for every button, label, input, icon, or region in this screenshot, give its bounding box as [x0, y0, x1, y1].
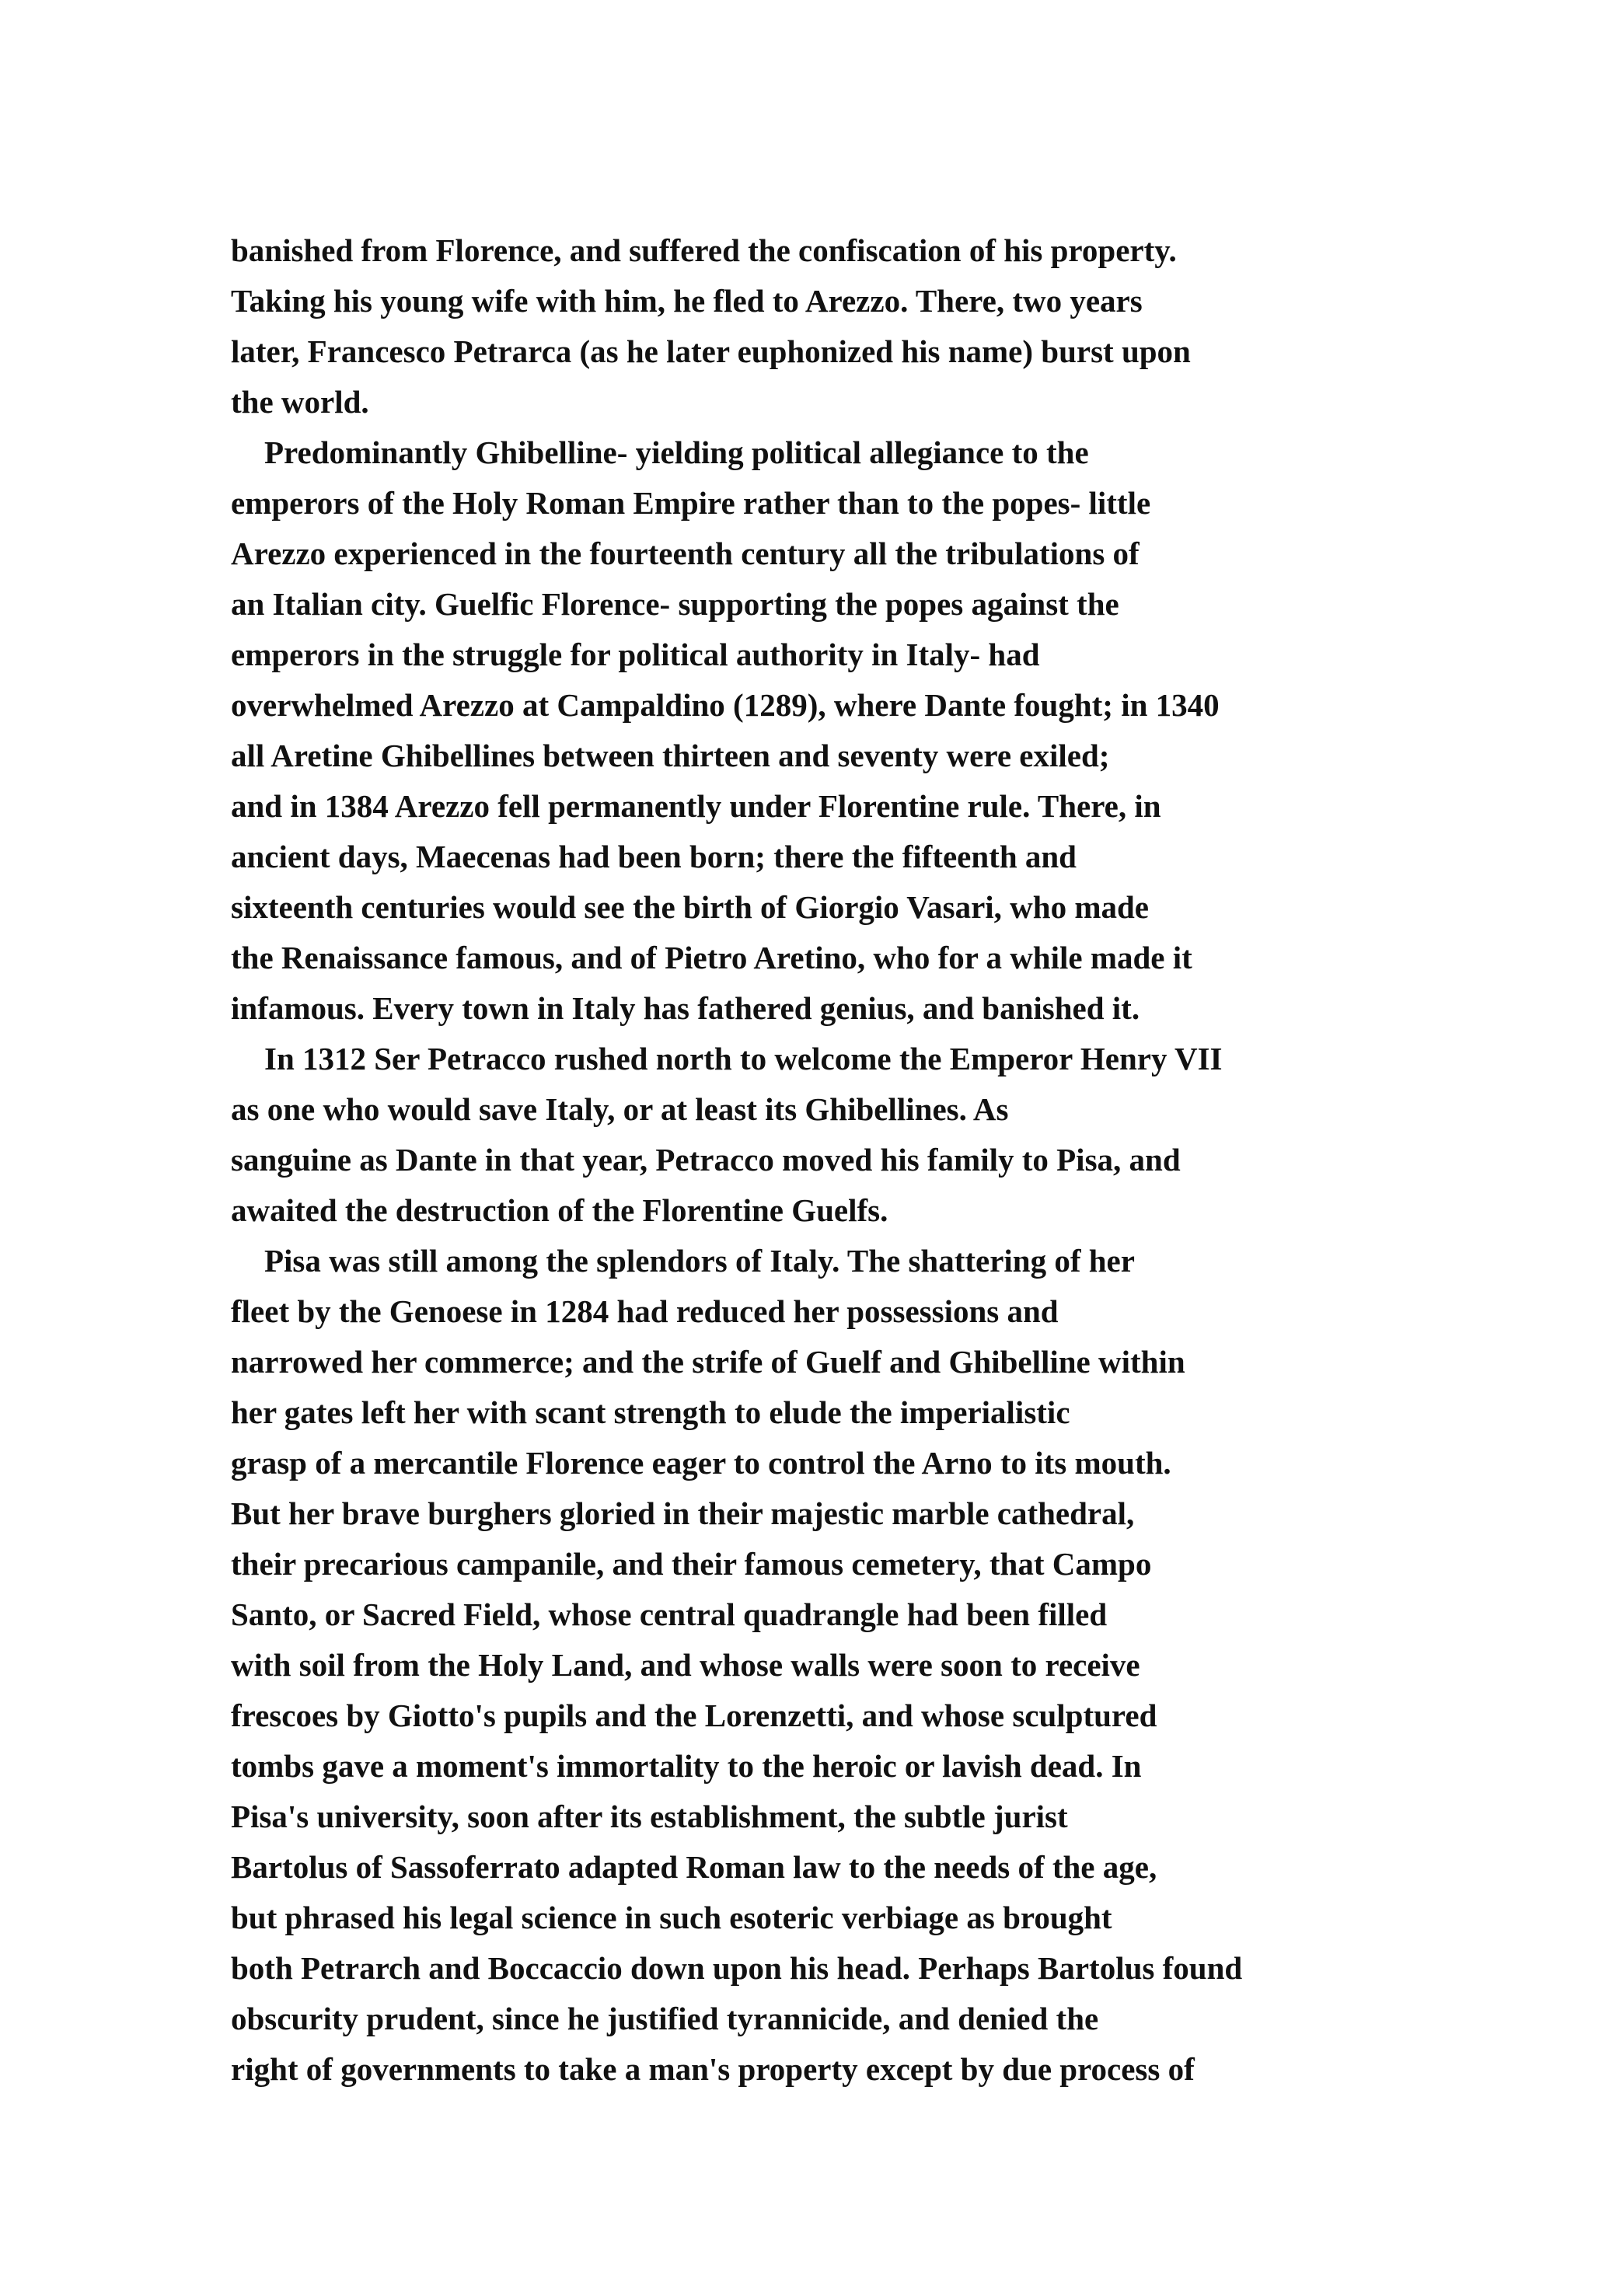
text-line: Taking his young wife with him, he fled to Arezzo. There, two years	[231, 283, 1143, 319]
text-line: Pisa's university, soon after its establishment, the subtle jurist	[231, 1799, 1068, 1834]
text-line: with soil from the Holy Land, and whose walls were soon to receive	[231, 1647, 1140, 1683]
paragraph-start-line: In 1312 Ser Petracco rushed north to welcome the Emperor Henry VII	[264, 1041, 1223, 1076]
text-line: Santo, or Sacred Field, whose central quadrangle had been filled	[231, 1596, 1108, 1632]
text-line: the world.	[231, 384, 369, 420]
text-line: later, Francesco Petrarca (as he later euphonized his name) burst upon	[231, 333, 1191, 369]
text-line: tombs gave a moment's immortality to the heroic or lavish dead. In	[231, 1748, 1142, 1784]
text-line: grasp of a mercantile Florence eager to control the Arno to its mouth.	[231, 1445, 1171, 1481]
text-line: Arezzo experienced in the fourteenth century all the tribulations of	[231, 536, 1140, 571]
text-line: right of governments to take a man's property except by due process of	[231, 2051, 1195, 2087]
text-line: her gates left her with scant strength to elude the imperialistic	[231, 1394, 1070, 1430]
text-line: emperors of the Holy Roman Empire rather than to the popes- little	[231, 485, 1151, 521]
text-line: an Italian city. Guelfic Florence- supporting the popes against the	[231, 586, 1119, 622]
text-line: all Aretine Ghibellines between thirteen and seventy were exiled;	[231, 738, 1110, 773]
text-line: the Renaissance famous, and of Pietro Aretino, who for a while made it	[231, 940, 1192, 975]
text-line: fleet by the Genoese in 1284 had reduced her possessions and	[231, 1293, 1059, 1329]
text-line: obscurity prudent, since he justified tyrannicide, and denied the	[231, 2001, 1099, 2036]
text-line: their precarious campanile, and their famous cemetery, that Campo	[231, 1546, 1152, 1582]
text-line: narrowed her commerce; and the strife of Guelf and Ghibelline within	[231, 1344, 1185, 1380]
text-line: sixteenth centuries would see the birth of Giorgio Vasari, who made	[231, 889, 1149, 925]
paragraph-start-line: Pisa was still among the splendors of Italy. The shattering of her	[264, 1243, 1135, 1279]
text-line: infamous. Every town in Italy has fathered genius, and banished it.	[231, 990, 1140, 1026]
text-line: frescoes by Giotto's pupils and the Lorenzetti, and whose sculptured	[231, 1698, 1157, 1733]
text-line: overwhelmed Arezzo at Campaldino (1289), where Dante fought; in 1340	[231, 687, 1220, 723]
text-line: awaited the destruction of the Florentine Guelfs.	[231, 1192, 888, 1228]
text-line: But her brave burghers gloried in their majestic marble cathedral,	[231, 1495, 1135, 1531]
text-line: ancient days, Maecenas had been born; there the fifteenth and	[231, 839, 1077, 874]
body-text	[231, 225, 1568, 2095]
text-line: as one who would save Italy, or at least its Ghibellines. As	[231, 1091, 1009, 1127]
text-line: emperors in the struggle for political authority in Italy- had	[231, 637, 1040, 672]
paragraph-start-line: Predominantly Ghibelline- yielding political allegiance to the	[264, 434, 1089, 470]
text-line: banished from Florence, and suffered the confiscation of his property.	[231, 232, 1177, 268]
text-line: sanguine as Dante in that year, Petracco moved his family to Pisa, and	[231, 1142, 1181, 1178]
text-line: both Petrarch and Boccaccio down upon his head. Perhaps Bartolus found	[231, 1950, 1243, 1986]
text-line: and in 1384 Arezzo fell permanently under Florentine rule. There, in	[231, 788, 1161, 824]
text-line: but phrased his legal science in such esoteric verbiage as brought	[231, 1900, 1112, 1935]
text-line: Bartolus of Sassoferrato adapted Roman law to the needs of the age,	[231, 1849, 1157, 1885]
